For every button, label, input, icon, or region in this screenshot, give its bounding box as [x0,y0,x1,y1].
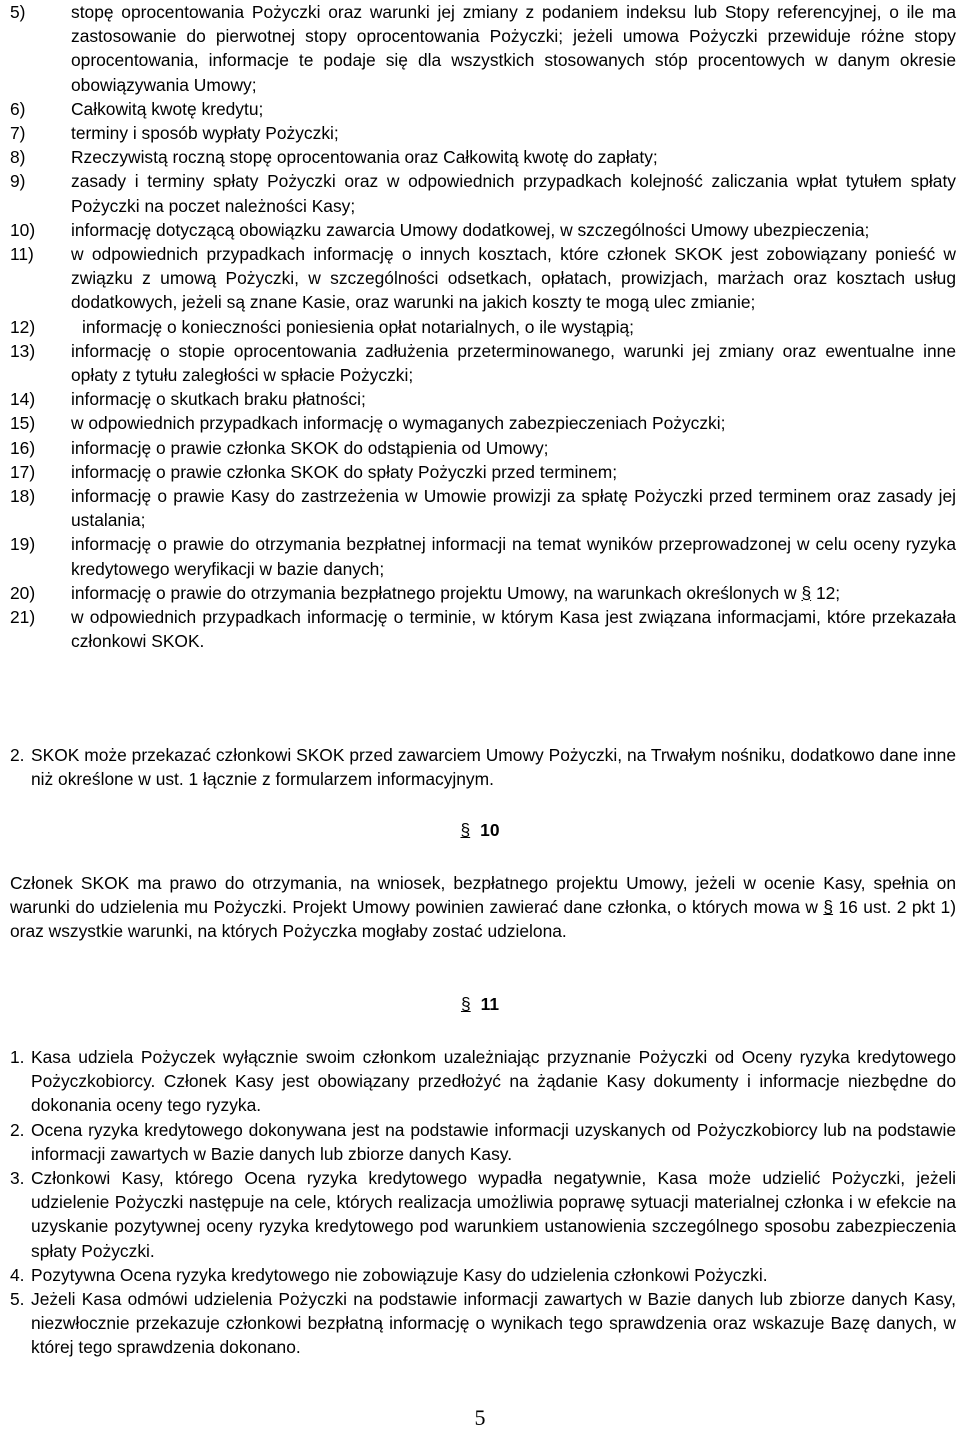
item-text: Ocena ryzyka kredytowego dokonywana jest na podstawie informacji uzyskanych od Pożyczkobiorcy lub na podstawie informacji zawartych w Bazie danych lub zbiorze danych Kasy. [31,1119,956,1164]
item-number: 15) [10,413,36,434]
item-text: informację o prawie członka SKOK do odstąpienia od Umowy; [71,437,549,458]
list-item [10,0,956,97]
item-text: SKOK może przekazać członkowi SKOK przed zawarciem Umowy Pożyczki, na Trwałym nośniku, dodatkowo dane inne niż określone w ust. 1 łącznie z formularzem informacyjnym. [31,745,956,790]
item-number: 20) [10,582,36,603]
list-item [10,387,956,411]
paragraph-text-end: 16 ust. 2 pkt 1) oraz wszystkie warunki, na których Pożyczka mogłaby zostać udzielona. [10,897,956,942]
item-text: Pozytywna Ocena ryzyka kredytowego nie zobowiązuje Kasy do udzielenia członkowi Pożyczki. [31,1264,768,1285]
list-item [10,97,956,121]
paragraph-text-start: Członek SKOK ma prawo do otrzymania, na wniosek, bezpłatnego projektu Umowy, jeżeli w ocenie Kasy, spełnia on warunki do udzielenia mu Pożyczki. Projekt Umowy powinien zawierać dane członka, o których mowa w [10,873,956,918]
list-item [10,169,956,217]
item-number: 5) [10,2,26,22]
item-number: 12) [10,316,36,337]
list-item [10,532,956,580]
section-sign: § [460,820,471,840]
list-item [10,1166,956,1263]
item-text: informację dotyczącą obowiązku zawarcia Umowy dodatkowej, w szczególności Umowy ubezpieczenia; [71,219,870,240]
list-item [10,145,956,169]
section-sign-inline: § [823,897,834,918]
list-item [10,218,956,242]
item-number: 21) [10,607,36,628]
section-11-list [10,1045,956,1360]
item-text: stopę oprocentowania Pożyczki oraz warunki jej zmiany z podaniem indeksu lub Stopy referencyjnej, o ile ma zastosowanie do pierwotnej stopy oprocentowania Pożyczki; jeżeli umowa Pożyczki przewiduje różne stopy oprocentowania, informacje te podaje się dla wszystkich stosowanych stóp procentowych w danym okresie obowiązywania Umowy; [71,2,956,95]
item-number: 2. [10,745,25,765]
item-number: 7) [10,123,26,144]
list-item [10,460,956,484]
section-11-heading [0,994,960,1015]
item-text [71,581,956,605]
list-item [10,1287,956,1360]
item-text: informację o stopie oprocentowania zadłużenia przeterminowanego, warunki jej zmiany oraz ewentualne inne opłaty z tytułu zaległości w spłacie Pożyczki; [71,340,956,386]
item-text: Członkowi Kasy, którego Ocena ryzyka kredytowego wypadła negatywnie, Kasa może udzielić Pożyczki, jeżeli udzielenie Pożyczki następuje na cele, których realizacja umożliwia poprawę sytuacji materialnej członka i w efekcie na uzyskanie pozytywnej oceny ryzyka kredytowego pod warunkiem ustanowienia szczególnego sposobu zabezpieczenia spłaty Pożyczki. [31,1168,956,1261]
item-text: Kasa udziela Pożyczek wyłącznie swoim członkom uzależniając przyznanie Pożyczki od Oceny ryzyka kredytowego Pożyczkobiorcy. Członek Kasy jest obowiązany przedłożyć na żądanie Kasy dokumenty i informacje niezbędne do dokonania oceny tego ryzyka. [31,1047,956,1116]
item-number: 4. [10,1264,25,1285]
item-text: Jeżeli Kasa odmówi udzielenia Pożyczki na podstawie informacji zawartych w Bazie danych lub zbiorze danych Kasy, niezwłocznie przekazuje członkowi bezpłatną informację o wynikach tego sprawdzenia oraz wskazuje Bazę danych, w której tego sprawdzenia dokonano. [31,1289,956,1358]
item-number: 2. [10,1119,25,1140]
item-text: w odpowiednich przypadkach informację o innych kosztach, które członek SKOK jest zobowiązany ponieść w związku z umową Pożyczki, w szczególności odsetkach, opłatach, prowizjach, marżach oraz kosztach usług dodatkowych, jeżeli są znane Kasie, oraz warunki na jakich koszty te mogą ulec zmianie; [71,244,956,313]
item-number: 19) [10,534,36,555]
list-item [10,743,956,791]
section-number: 11 [480,994,500,1014]
item-number: 8) [10,147,26,168]
item-text-start: informację o prawie do otrzymania bezpłatnego projektu Umowy, na warunkach określonych w [71,582,802,603]
item-text: informację o prawie członka SKOK do spłaty Pożyczki przed terminem; [71,461,618,482]
section-10-heading [0,820,960,841]
page-number: 5 [474,1405,486,1430]
list-item [10,484,956,532]
list-item [10,1045,956,1118]
item-text: informację o prawie Kasy do zastrzeżenia w Umowie prowizji za spłatę Pożyczki przed terminem oraz zasady jej ustalania; [71,486,956,531]
list-item [10,411,956,435]
item-number: 6) [10,98,26,119]
list-item [10,1118,956,1166]
list-item [10,1263,956,1287]
item-text: Całkowitą kwotę kredytu; [71,98,264,119]
continued-list [10,0,956,653]
section-sign-inline: § [801,582,812,603]
list-item [10,581,956,605]
item-number: 18) [10,486,36,507]
list-item [10,315,956,339]
item-number: 1. [10,1047,25,1067]
item-text: zasady i terminy spłaty Pożyczki oraz w odpowiednich przypadkach kolejność zaliczania wpłat tytułem spłaty Pożyczki na poczet należności Kasy; [71,171,956,216]
list-item [10,436,956,460]
item-number: 3. [10,1168,25,1189]
item-number: 14) [10,389,36,410]
item-text: informację o skutkach braku płatności; [71,389,366,410]
item-text: terminy i sposób wypłaty Pożyczki; [71,123,339,144]
item-number: 9) [10,171,26,192]
item-text: Rzeczywistą roczną stopę oprocentowania oraz Całkowitą kwotę do zapłaty; [71,147,658,168]
item-number: 16) [10,437,36,458]
list-item [10,605,956,653]
item-number: 13) [10,340,36,361]
item-text: informację o konieczności poniesienia opłat notarialnych, o ile wystąpią; [82,316,634,337]
section-ref: 12; [815,582,841,603]
item-number: 5. [10,1289,25,1310]
item-number: 17) [10,461,36,482]
section-sign: § [460,994,471,1014]
item-text: w odpowiednich przypadkach informację o wymaganych zabezpieczeniach Pożyczki; [71,413,726,434]
list-item [10,242,956,315]
item-number: 10) [10,219,36,240]
list-item [10,339,956,387]
point-2 [10,743,956,791]
section-number: 10 [480,820,500,840]
item-text: informację o prawie do otrzymania bezpłatnej informacji na temat wyników przeprowadzonej w celu oceny ryzyka kredytowego weryfikacji w bazie danych; [71,534,956,579]
item-number: 11) [10,244,34,265]
list-item [10,121,956,145]
section-10-paragraph [10,871,956,944]
item-text: w odpowiednich przypadkach informację o terminie, w którym Kasa jest związana informacjami, które przekazała członkowi SKOK. [71,607,956,652]
